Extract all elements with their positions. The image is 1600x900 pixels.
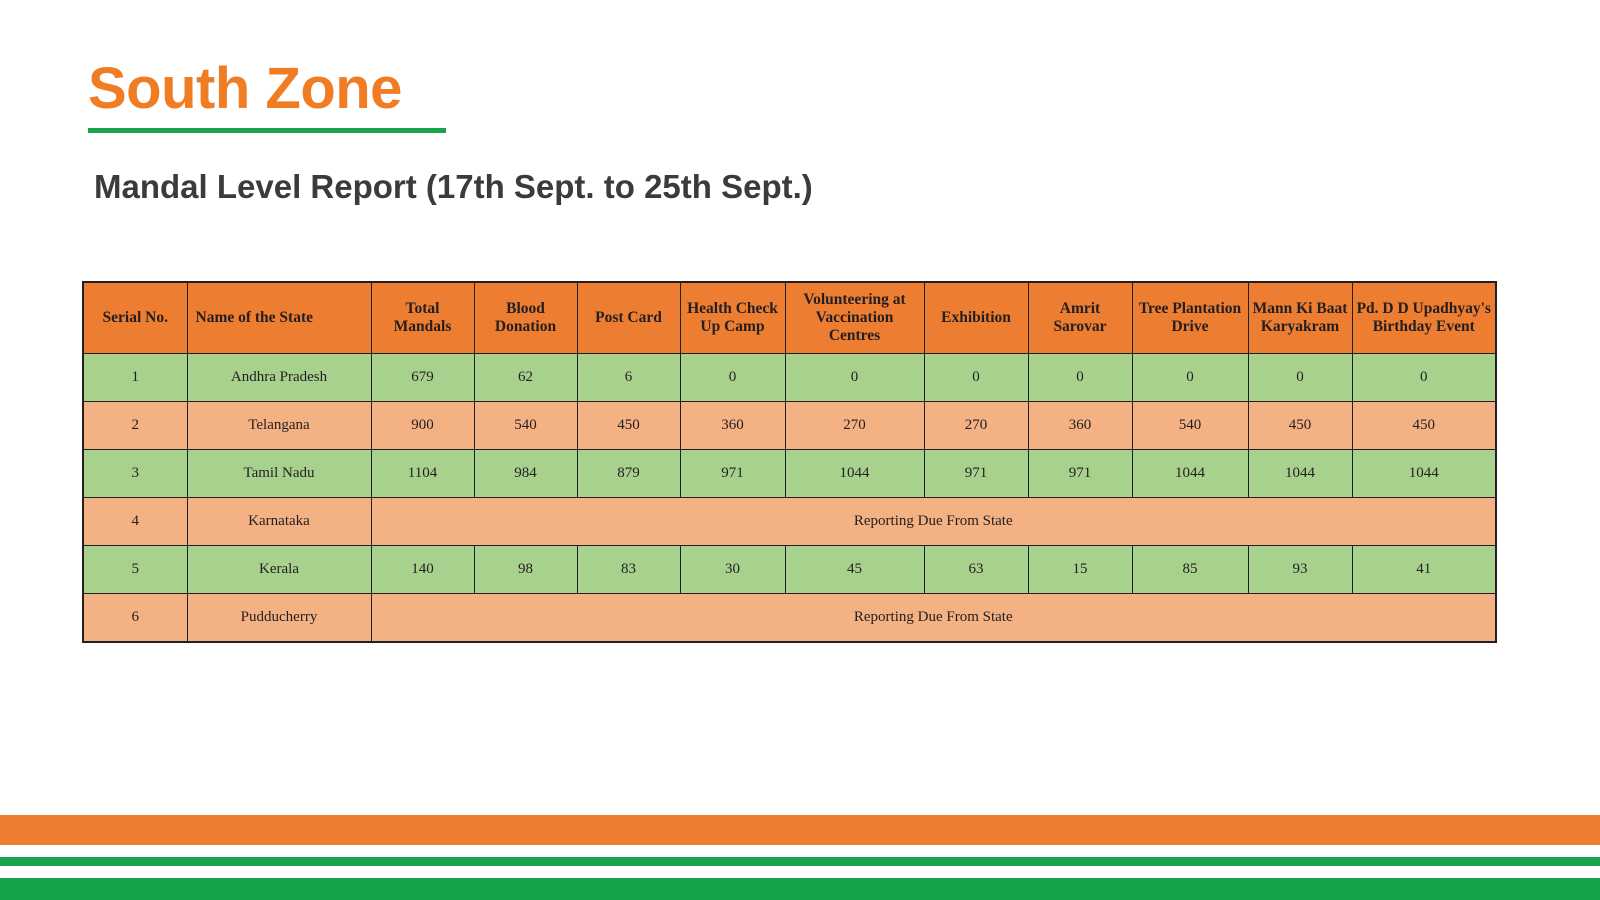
header-line: Pd. D D Upadhyay's [1356, 300, 1491, 317]
cell-state: Pudducherry [187, 594, 371, 643]
column-header-blood-donation [474, 282, 577, 354]
cell-health-check: 0 [680, 354, 785, 402]
cell-volunteering: 45 [785, 546, 924, 594]
cell-post-card: 83 [577, 546, 680, 594]
table-row [83, 450, 1496, 498]
header-line: Karyakram [1260, 318, 1340, 335]
header-line: Donation [494, 318, 557, 335]
header-line: Post Card [595, 309, 662, 326]
header-line: Total Mandals [393, 300, 452, 335]
cell-exhibition: 270 [924, 402, 1028, 450]
column-header-post-card [577, 282, 680, 354]
column-header-serial-no [83, 282, 187, 354]
table-row [83, 402, 1496, 450]
cell-post-card: 450 [577, 402, 680, 450]
footer-bar-orange [0, 815, 1600, 845]
table-body [83, 354, 1496, 643]
header-line: Name of the State [195, 309, 314, 326]
cell-volunteering: 270 [785, 402, 924, 450]
mandal-level-report-table [82, 281, 1497, 643]
cell-volunteering: 0 [785, 354, 924, 402]
cell-birthday-event: 450 [1352, 402, 1496, 450]
column-header-state-name [187, 282, 371, 354]
cell-health-check: 360 [680, 402, 785, 450]
footer-bar-white-second [0, 866, 1600, 878]
cell-serial: 2 [83, 402, 187, 450]
column-header-tree-plantation-drive [1132, 282, 1248, 354]
cell-blood-donation: 984 [474, 450, 577, 498]
cell-mann-ki-baat: 0 [1248, 354, 1352, 402]
cell-post-card: 6 [577, 354, 680, 402]
column-header-exhibition [924, 282, 1028, 354]
cell-total-mandals: 1104 [371, 450, 474, 498]
header-line: Volunteering at [803, 291, 906, 308]
cell-mann-ki-baat: 450 [1248, 402, 1352, 450]
header-line: Mann Ki Baat [1252, 300, 1348, 317]
header-line: Health Check [687, 300, 778, 317]
cell-amrit-sarovar: 971 [1028, 450, 1132, 498]
header-line: Up Camp [700, 318, 765, 335]
cell-state: Tamil Nadu [187, 450, 371, 498]
cell-serial: 3 [83, 450, 187, 498]
table-row [83, 594, 1496, 643]
cell-tree-plantation: 1044 [1132, 450, 1248, 498]
cell-blood-donation: 98 [474, 546, 577, 594]
table-header [83, 282, 1496, 354]
column-header-upadhyay-birthday-event [1352, 282, 1496, 354]
cell-mann-ki-baat: 1044 [1248, 450, 1352, 498]
cell-serial: 6 [83, 594, 187, 643]
cell-serial: 1 [83, 354, 187, 402]
cell-blood-donation: 62 [474, 354, 577, 402]
header-line: Vaccination Centres [815, 309, 894, 344]
cell-health-check: 30 [680, 546, 785, 594]
cell-amrit-sarovar: 15 [1028, 546, 1132, 594]
footer-bar-green-second [0, 878, 1600, 900]
footer-bar-white [0, 845, 1600, 857]
table-row [83, 546, 1496, 594]
cell-state: Telangana [187, 402, 371, 450]
cell-exhibition: 63 [924, 546, 1028, 594]
cell-total-mandals: 679 [371, 354, 474, 402]
column-header-health-check-up-camp [680, 282, 785, 354]
table-header-row [83, 282, 1496, 354]
cell-reporting-due: Reporting Due From State [371, 594, 1496, 643]
cell-serial: 5 [83, 546, 187, 594]
column-header-mann-ki-baat-karyakram [1248, 282, 1352, 354]
page-title: South Zone [88, 56, 402, 121]
cell-state: Kerala [187, 546, 371, 594]
cell-tree-plantation: 85 [1132, 546, 1248, 594]
cell-serial: 4 [83, 498, 187, 546]
column-header-volunteering-vaccination [785, 282, 924, 354]
cell-tree-plantation: 0 [1132, 354, 1248, 402]
header-line: Exhibition [941, 309, 1011, 326]
table-row [83, 498, 1496, 546]
cell-state: Andhra Pradesh [187, 354, 371, 402]
cell-exhibition: 0 [924, 354, 1028, 402]
cell-amrit-sarovar: 360 [1028, 402, 1132, 450]
title-block [88, 58, 446, 133]
cell-amrit-sarovar: 0 [1028, 354, 1132, 402]
cell-post-card: 879 [577, 450, 680, 498]
cell-mann-ki-baat: 93 [1248, 546, 1352, 594]
cell-reporting-due: Reporting Due From State [371, 498, 1496, 546]
header-line: Tree Plantation [1138, 300, 1242, 317]
cell-blood-donation: 540 [474, 402, 577, 450]
title-underline [88, 128, 446, 133]
table-row [83, 354, 1496, 402]
cell-tree-plantation: 540 [1132, 402, 1248, 450]
cell-total-mandals: 900 [371, 402, 474, 450]
footer-bar-green [0, 857, 1600, 866]
header-line: Serial No. [102, 309, 168, 326]
cell-health-check: 971 [680, 450, 785, 498]
report-subtitle: Mandal Level Report (17th Sept. to 25th Sept.) [94, 168, 813, 205]
cell-volunteering: 1044 [785, 450, 924, 498]
cell-birthday-event: 41 [1352, 546, 1496, 594]
cell-birthday-event: 1044 [1352, 450, 1496, 498]
cell-exhibition: 971 [924, 450, 1028, 498]
column-header-amrit-sarovar [1028, 282, 1132, 354]
column-header-total-mandals [371, 282, 474, 354]
header-line: Birthday Event [1372, 318, 1475, 335]
cell-birthday-event: 0 [1352, 354, 1496, 402]
header-line: Amrit Sarovar [1053, 300, 1107, 335]
header-line: Blood [506, 300, 545, 317]
header-line: Drive [1171, 318, 1209, 335]
cell-state: Karnataka [187, 498, 371, 546]
cell-total-mandals: 140 [371, 546, 474, 594]
